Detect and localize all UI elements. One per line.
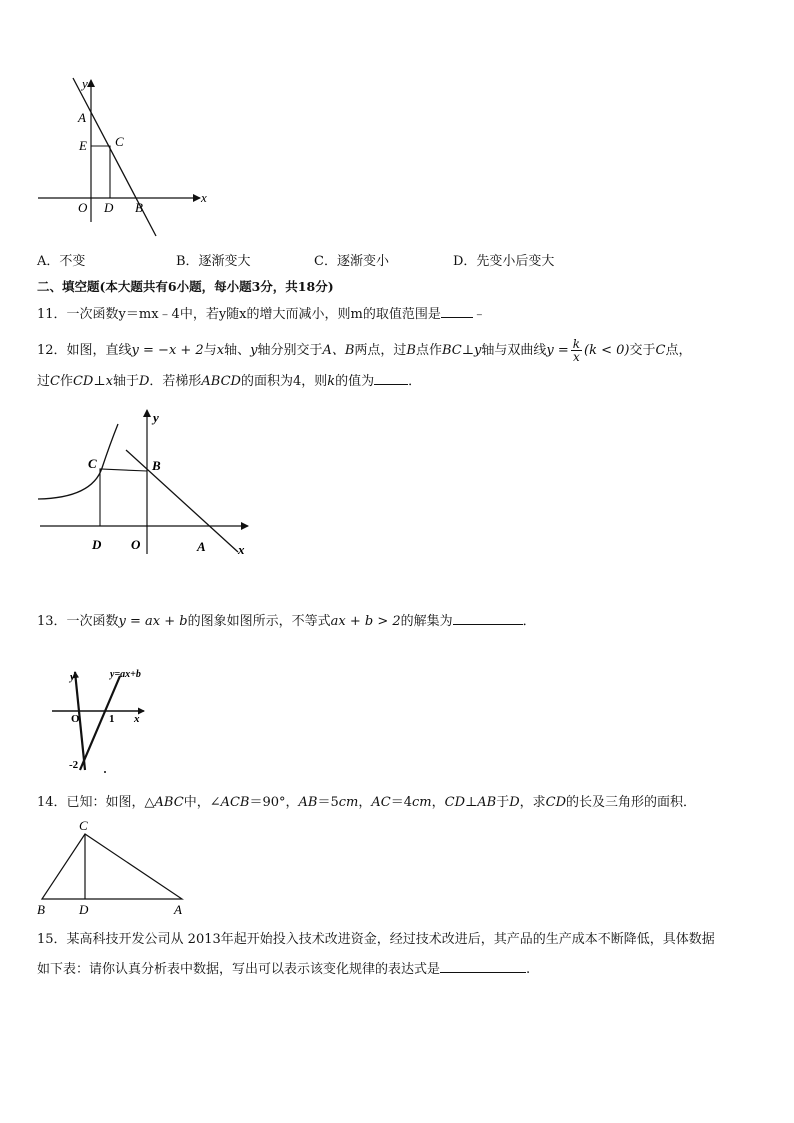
q13-ineq: ax + b > 2: [330, 614, 401, 629]
q10-label-b: B: [135, 200, 143, 215]
q11-answer-blank: [441, 305, 473, 318]
q12-t6: 点作: [415, 343, 442, 358]
q12-line1: [37, 338, 691, 363]
q14-line: [37, 791, 696, 810]
q15-answer-blank: [440, 960, 526, 973]
q15-line2-text: 如下表：请你认真分析表中数据，写出可以表示该变化规律的表达式是: [37, 962, 441, 977]
q10-label-c: C: [115, 134, 124, 149]
q13-figure: [48, 664, 168, 776]
q11-text: 11．一次函数y＝mx﹣4中，若y随x的增大而减小，则m的取值范围是: [37, 307, 441, 322]
q11-line: [37, 303, 486, 322]
q12-c1: C: [655, 343, 666, 358]
q14-cd: CD: [444, 795, 466, 810]
q13-label-m2: -2: [69, 759, 79, 771]
q12-perp1: ⊥: [461, 343, 474, 358]
q14-t1: 14．已知：如图，△: [37, 795, 155, 810]
q12-x2: x: [105, 374, 113, 389]
q12-t2: 与: [203, 343, 217, 358]
q12-cond: (k < 0): [584, 343, 630, 358]
q12-x1: x: [216, 343, 225, 358]
q11-end: ﹣: [472, 307, 486, 322]
q12-l2c: 轴于: [112, 374, 139, 389]
q14-t5: ，: [358, 795, 372, 810]
q12-trapezoid-side: [100, 469, 147, 526]
q14-ab2: AB: [477, 795, 497, 810]
q15-end: .: [526, 962, 531, 977]
q14-label-b: B: [37, 902, 45, 917]
q14-t4: ＝5: [317, 795, 339, 810]
q12-label-o: O: [131, 537, 141, 552]
q12-label-c: C: [88, 456, 97, 471]
q10-label-e: E: [79, 138, 87, 153]
q12-t9: 点，: [665, 343, 692, 358]
q12-l2e: 的面积为4，则: [240, 374, 328, 389]
q12-abcd: ABCD: [201, 374, 241, 389]
q12-l2f: 的值为: [335, 374, 375, 389]
q14-t2: 中，∠: [183, 795, 221, 810]
q12-num: 12．如图，直线: [37, 343, 132, 358]
q12-l2end: ．: [408, 374, 422, 389]
q12-label-b: B: [152, 458, 161, 473]
q10-label-x: x: [201, 190, 207, 205]
q14-abc: ABC: [154, 795, 184, 810]
q12-y1: y: [250, 343, 258, 358]
q12-eq1: y = −x + 2: [131, 343, 204, 358]
q14-acb: ACB: [220, 795, 250, 810]
q12-figure: [30, 402, 260, 562]
q12-l2a: 过: [37, 374, 51, 389]
q14-d: D: [509, 795, 520, 810]
q14-label-d: D: [79, 902, 89, 917]
section2-heading: 二、填空题(本大题共有6小题，每小题3分，共18分): [37, 279, 334, 294]
q12-y3: y =: [546, 343, 569, 358]
q12-c2: C: [50, 374, 60, 389]
q12-frac-den: x: [572, 350, 580, 364]
q12-d1: D: [138, 374, 150, 389]
q13-t2: 的图象如图所示，不等式: [187, 614, 331, 629]
q12-answer-blank: [374, 372, 408, 385]
q14-t3: ＝90°，: [249, 795, 299, 810]
q12-perp2: ⊥: [93, 374, 106, 389]
q13-speck: [104, 771, 106, 773]
q12-bc: BC: [442, 343, 462, 358]
q12-l2d: ．若梯形: [149, 374, 202, 389]
q10-figure: [30, 72, 220, 242]
q10-rect-odce: [91, 146, 110, 198]
q13-line: [37, 610, 536, 629]
q13-t3: 的解集为: [400, 614, 453, 629]
q12-hyperbola: [38, 424, 118, 499]
q13-label-o: O: [71, 713, 80, 725]
q12-line-ab: [126, 450, 238, 552]
q14-ac: AC: [371, 795, 391, 810]
q14-label-c: C: [79, 818, 88, 833]
q13-answer-blank: [453, 612, 523, 625]
q14-t9: 于: [496, 795, 510, 810]
q10-label-d: D: [104, 200, 114, 215]
q12-fraction: [571, 338, 582, 363]
q12-t8: 交于: [629, 343, 656, 358]
q15-line1: 15．某高科技开发公司从 2013年起开始投入技术改进资金，经过技术改进后，其产品的生产成本不断降低，具体数据: [37, 932, 715, 947]
q13-label-y: y: [70, 671, 75, 683]
q13-label-1: 1: [109, 713, 115, 725]
q14-label-a: A: [174, 902, 182, 917]
q12-l2b: 作: [59, 374, 73, 389]
q14-ab: AB: [298, 795, 318, 810]
q14-t7: ，: [431, 795, 445, 810]
q10-option-d: D．先变小后变大: [453, 254, 555, 269]
q13-eq: y = ax + b: [118, 614, 188, 629]
q10-label-o: O: [78, 200, 88, 215]
q10-option-c: C．逐渐变小: [314, 254, 389, 269]
q12-y2: y: [473, 343, 482, 358]
q10-label-a: A: [78, 110, 86, 125]
q13-t1: 13．一次函数: [37, 614, 119, 629]
q12-frac-num: k: [572, 337, 581, 351]
q12-t3: 轴、: [224, 343, 251, 358]
q13-end: ．: [522, 614, 536, 629]
q12-b1: B: [406, 343, 416, 358]
q14-t11: 的长及三角形的面积．: [566, 795, 697, 810]
q12-label-x: x: [238, 542, 245, 557]
q12-k1: k: [327, 374, 336, 389]
q13-label-x: x: [134, 713, 140, 725]
q12-cd: CD: [72, 374, 94, 389]
q12-t7: 轴与双曲线: [481, 343, 547, 358]
q12-label-a: A: [197, 539, 206, 554]
q14-t10: ，求: [519, 795, 546, 810]
q14-t8: ⊥: [465, 795, 478, 810]
q12-t5: 两点，过: [354, 343, 407, 358]
q14-triangle: [42, 834, 182, 899]
q15-line2: [37, 958, 530, 977]
q14-cd2: CD: [545, 795, 567, 810]
q14-figure: [32, 814, 197, 918]
q14-cm2: cm: [412, 795, 432, 810]
q12-label-d: D: [92, 537, 102, 552]
q14-t6: ＝4: [390, 795, 413, 810]
q12-t4: 轴分别交于: [257, 343, 323, 358]
q12-ab: A、B: [322, 343, 355, 358]
q12-line2: [37, 370, 421, 389]
q10-label-y: y: [82, 76, 88, 91]
q14-cm1: cm: [338, 795, 359, 810]
q10-option-b: B．逐渐变大: [176, 254, 251, 269]
q10-option-a: A．不变: [37, 254, 86, 269]
q13-label-fn: y=ax+b: [110, 669, 141, 680]
q12-label-y: y: [153, 410, 159, 425]
